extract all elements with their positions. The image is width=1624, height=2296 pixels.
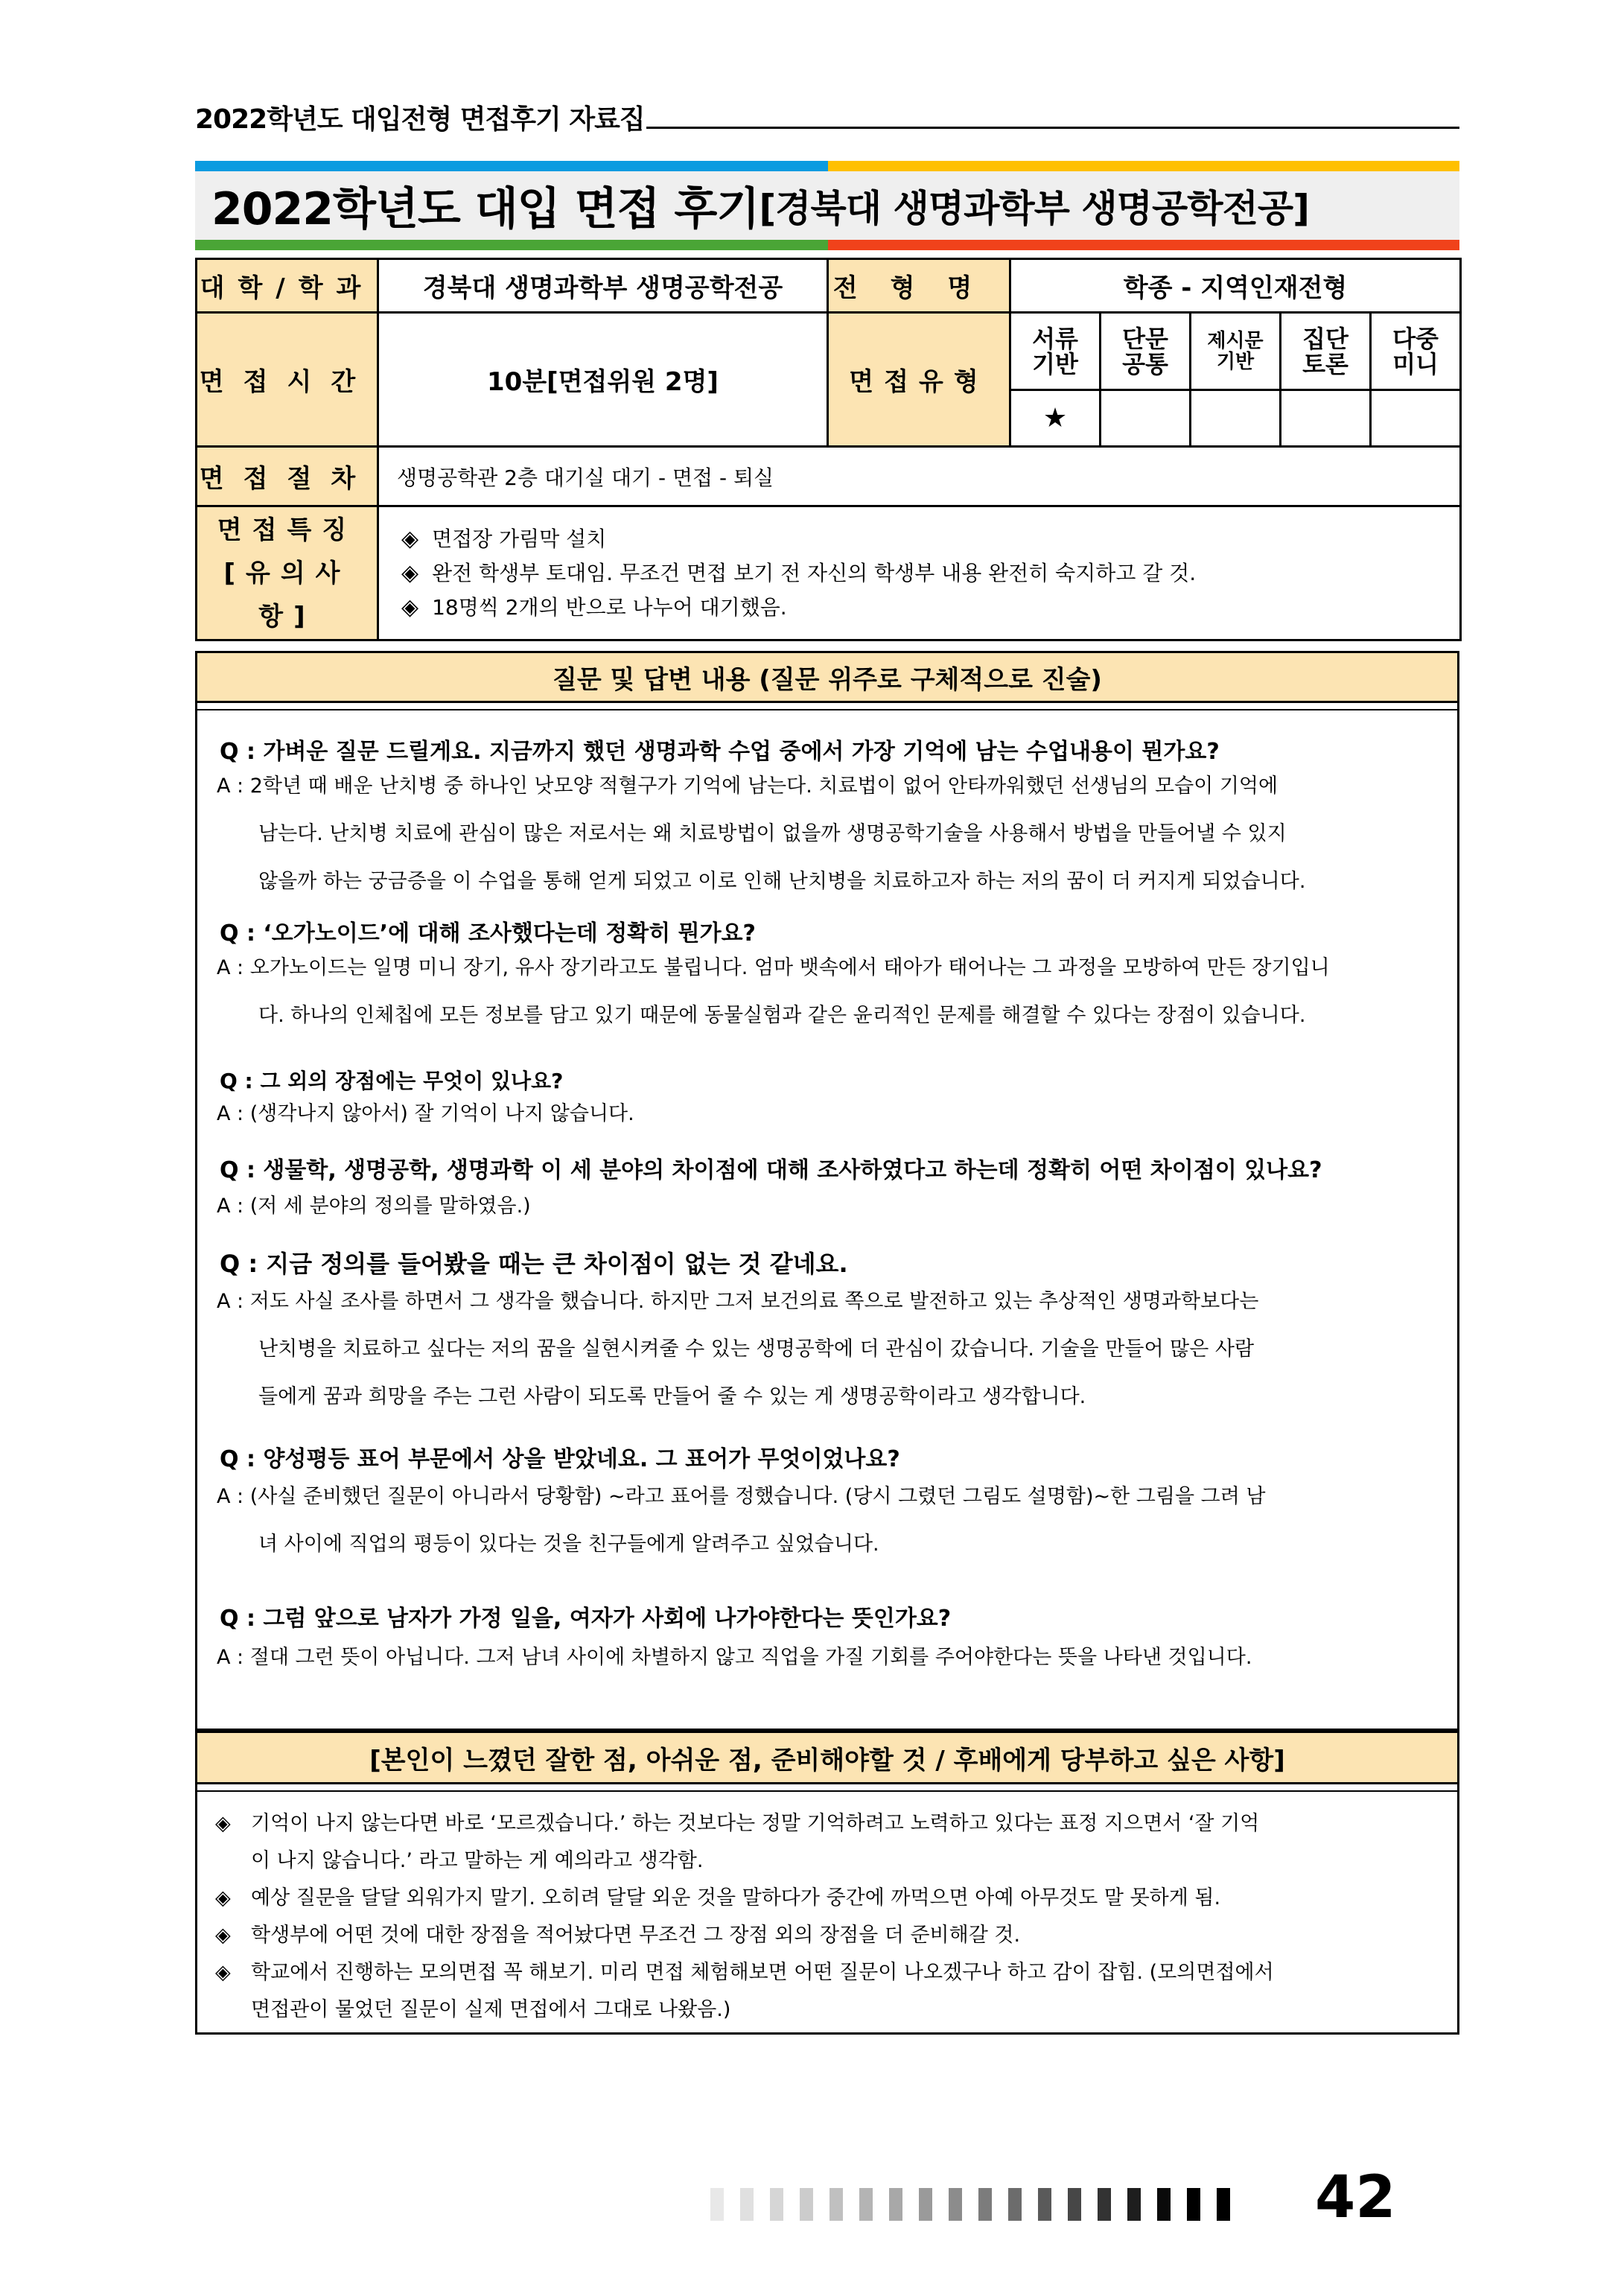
type-head-document: 서류 기반 [1010,313,1101,390]
question: Q : 가벼운 질문 드릴게요. 지금까지 했던 생명과학 수업 중에서 가장 기억에 남는 수업내용이 뭔가요? [220,739,1220,765]
type-head-short-common: 단문 공통 [1101,313,1191,390]
feature-item: ◈ 18명씩 2개의 반으로 나누어 대기했음. [401,591,1459,625]
info-table [195,258,1462,641]
answer: A : (저 세 분야의 정의를 말하였음.) [217,1195,531,1218]
feature-item: ◈ 완전 학생부 토대임. 무조건 면접 보기 전 자신의 학생부 내용 완전히 숙지하고 갈 것. [401,556,1459,591]
title-bar-green [195,240,828,250]
tips-section [195,1784,1459,2035]
title-top-color-bar [195,161,1459,171]
answer: A : 2학년 때 배운 난치병 중 하나인 낫모양 적혈구가 기억에 남는다. 치료법이 없어 안타까워했던 선생님의 모습이 기억에 남는다. 난치병 치료에 관심이 많은 저로서는 왜 치료방법이 없을까 생명공학기술을 사용해서 방법을 만들어낼 수 있지 않을까 하는 궁금증을 이 수업을 통해 얻게 되었고 이로 인해 난치병을 치료하고자 하는 저의 꿈이 더 커지게 되었습니다. [217,775,1306,893]
type-head-multi-mini: 다중 미니 [1371,313,1461,390]
diamond-bullet-icon: ◈ [401,525,419,552]
title-bar-blue [195,161,828,171]
answer: A : (사실 준비했던 질문이 아니라서 당황함) ~라고 표어를 정했습니다. (당시 그렸던 그림도 설명함)~한 그림을 그려 남 녀 사이에 직업의 평등이 있다는 것을 친구들에게 알려주고 싶었습니다. [217,1485,1266,1556]
type-head-passage: 제시문 기반 [1191,313,1281,390]
diamond-bullet-icon: ◈ [215,1812,231,1835]
diamond-bullet-icon: ◈ [401,559,419,586]
title-bar-red [828,240,1459,250]
diamond-bullet-icon: ◈ [401,594,419,620]
procedure-value: 생명공학관 2층 대기실 대기 - 면접 - 퇴실 [378,447,1461,506]
diamond-bullet-icon: ◈ [215,1886,231,1909]
admission-value: 학종 - 지역인재전형 [1010,259,1461,313]
type-head-group-discussion: 집단 토론 [1281,313,1371,390]
qa-section [195,703,1459,1731]
time-value: 10분[면접위원 2명] [378,313,828,447]
page-number: 42 [1315,2164,1396,2231]
question: Q : 지금 정의를 들어봤을 때는 큰 차이점이 없는 것 같네요. [220,1250,848,1278]
univ-label: 대학/학과 [197,259,378,313]
features-list [378,506,1461,640]
answer: A : 오가노이드는 일명 미니 장기, 유사 장기라고도 불립니다. 엄마 뱃속에서 태아가 태어나는 그 과정을 모방하여 만든 장기입니 다. 하나의 인체칩에 모든 정보를 담고 있기 때문에 동물실험과 같은 윤리적인 문제를 해결할 수 있다는 장점이 있습니다. [217,956,1330,1027]
feature-item: ◈ 면접장 가림막 설치 [401,522,1459,556]
tips-section-header: [본인이 느꼈던 잘한 점, 아쉬운 점, 준비해야할 것 / 후배에게 당부하고 싶은 사항] [195,1731,1459,1784]
tip-item: ◈ 학생부에 어떤 것에 대한 장점을 적어놨다면 무조건 그 장점 외의 장점을 더 준비해갈 것. [215,1917,1444,1954]
univ-value: 경북대 생명과학부 생명공학전공 [378,259,828,313]
running-header-rule [646,127,1459,129]
qa-inner-rule [197,709,1457,710]
features-label: 면접특징 [유의사항] [197,506,378,640]
question: Q : 생물학, 생명공학, 생명과학 이 세 분야의 차이점에 대해 조사하였다고 하는데 정확히 어떤 차이점이 있나요? [220,1157,1322,1183]
procedure-label: 면접절차 [197,447,378,506]
answer: A : 저도 사실 조사를 하면서 그 생각을 했습니다. 하지만 그저 보건의료 쪽으로 발전하고 있는 추상적인 생명과학보다는 난치병을 치료하고 싶다는 저의 꿈을 실현시켜줄 수 있는 생명공학에 더 관심이 갔습니다. 기술을 만들어 많은 사람 들에게 꿈과 희망을 주는 그런 사람이 되도록 만들어 줄 수 있는 게 생명공학이라고 생각합니다. [217,1290,1259,1408]
diamond-bullet-icon: ◈ [215,1961,231,1984]
type-mark-document: ★ [1010,390,1101,447]
admission-label: 전형명 [828,259,1010,313]
type-mark-group-discussion [1281,390,1371,447]
type-mark-passage [1191,390,1281,447]
tip-item: ◈ 예상 질문을 달달 외워가지 말기. 오히려 달달 외운 것을 말하다가 중간에 까먹으면 아예 아무것도 말 못하게 됨. [215,1880,1444,1917]
type-mark-multi-mini [1371,390,1461,447]
question: Q : 양성평등 표어 부문에서 상을 받았네요. 그 표어가 무엇이었나요? [220,1446,900,1472]
page-title-box [195,171,1459,240]
type-mark-short-common [1101,390,1191,447]
title-bar-yellow [828,161,1459,171]
answer: A : (생각나지 않아서) 잘 기억이 나지 않습니다. [217,1102,634,1125]
time-label: 면접시간 [197,313,378,447]
page-title: 2022학년도 대입 면접 후기 [211,183,760,235]
tip-item: ◈ 기억이 나지 않는다면 바로 ‘모르겠습니다.’ 하는 것보다는 정말 기억하려고 노력하고 있다는 표정 지으면서 ‘잘 기억 이 나지 않습니다.’ 라고 말하는 게 예의라고 생각함. [215,1805,1444,1880]
type-label: 면접유형 [828,313,1010,447]
running-header: 2022학년도 대입전형 면접후기 자료집 [195,104,645,135]
question: Q : 그 외의 장점에는 무엇이 있나요? [220,1069,564,1093]
page-subtitle: [경북대 생명과학부 생명공학전공] [759,187,1310,230]
question: Q : 그럼 앞으로 남자가 가정 일을, 여자가 사회에 나가야한다는 뜻인가요? [220,1606,952,1632]
title-bottom-color-bar [195,240,1459,250]
tip-item: ◈ 학교에서 진행하는 모의면접 꼭 해보기. 미리 면접 체험해보면 어떤 질문이 나오겠구나 하고 감이 잡힘. (모의면접에서 면접관이 물었던 질문이 실제 면접에서 그대로 나왔음.) [215,1954,1444,2029]
answer: A : 절대 그런 뜻이 아닙니다. 그저 남녀 사이에 차별하지 않고 직업을 가질 기회를 주어야한다는 뜻을 나타낸 것입니다. [217,1646,1252,1669]
tips-inner-rule [197,1790,1457,1792]
qa-section-header: 질문 및 답변 내용 (질문 위주로 구체적으로 진술) [195,651,1459,703]
question: Q : ‘오가노이드’에 대해 조사했다는데 정확히 뭔가요? [220,920,756,947]
diamond-bullet-icon: ◈ [215,1924,231,1947]
